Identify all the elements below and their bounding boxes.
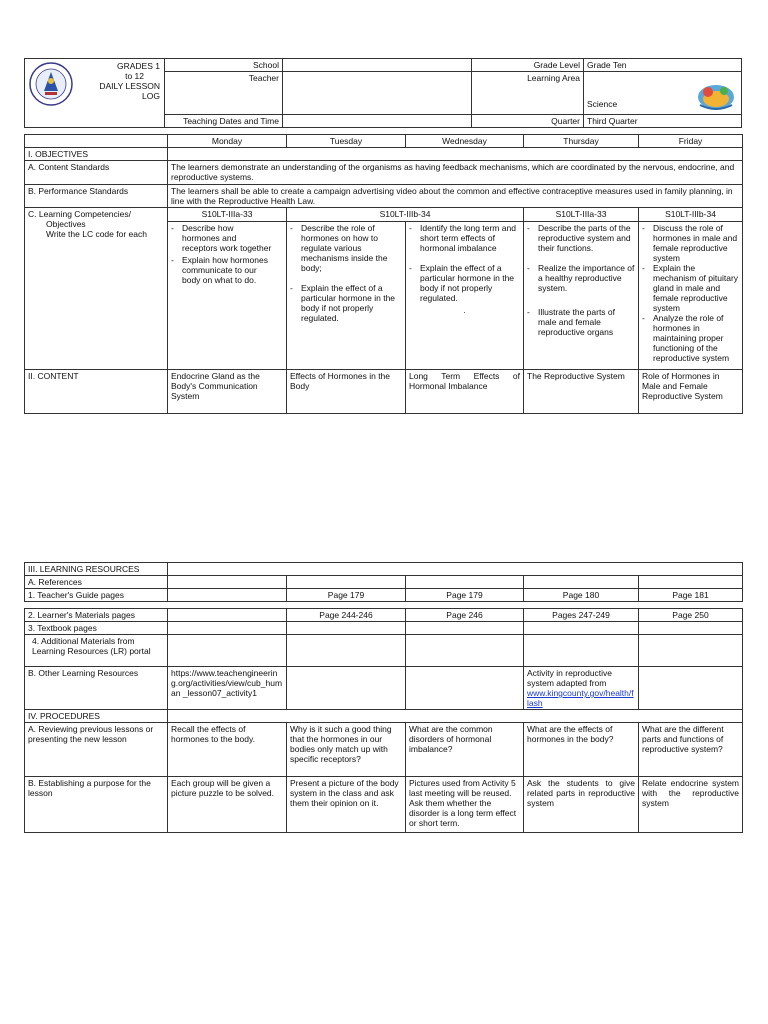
procedures-heading: IV. PROCEDURES xyxy=(25,710,168,723)
content-friday: Role of Hormones in Male and Female Reproductive System xyxy=(639,370,743,414)
list-item: - Explain how hormones communicate to our body on what to do. xyxy=(171,255,273,285)
procedure-b-monday: Each group will be given a picture puzzle to be solved. xyxy=(168,777,287,833)
deped-seal xyxy=(25,59,85,109)
procedure-a-label: A. Reviewing previous lessons or presenting the new lesson xyxy=(25,723,168,777)
lc-code-monday: S10LT-IIIa-33 xyxy=(168,208,287,222)
list-item: - Explain the effect of a particular hormone in the body if not properly regulated. xyxy=(409,263,520,303)
list-item: - Describe how hormones and receptors work together xyxy=(171,223,273,253)
learning-area-label: Learning Area xyxy=(472,72,584,115)
procedure-b-wednesday: Pictures used from Activity 5 last meeting will be reused. Ask them whether the disorder is a long term effect or short term. xyxy=(406,777,524,833)
tg-pages-thursday: Page 180 xyxy=(524,589,639,602)
grade-level-value[interactable]: Grade Ten xyxy=(584,59,742,72)
references-label: A. References xyxy=(25,576,168,589)
objectives-tuesday xyxy=(287,222,406,370)
kingcounty-link[interactable]: www.kingcounty.gov/health/flash xyxy=(527,688,634,709)
other-resources-label: B. Other Learning Resources xyxy=(25,667,168,710)
lc-code-thursday: S10LT-IIIa-33 xyxy=(524,208,639,222)
grade-level-label: Grade Level xyxy=(472,59,584,72)
objectives-wednesday xyxy=(406,222,524,370)
resources-procedures-table xyxy=(24,608,743,833)
deped-seal-icon xyxy=(25,61,77,107)
tg-pages-friday: Page 181 xyxy=(639,589,743,602)
procedure-a-wednesday: What are the common disorders of hormonal imbalance? xyxy=(406,723,524,777)
school-label: School xyxy=(165,59,283,72)
teacher-value[interactable] xyxy=(283,72,472,115)
tg-pages-monday xyxy=(168,589,287,602)
procedure-b-tuesday: Present a picture of the body system in the class and ask them their opinion on it. xyxy=(287,777,406,833)
procedure-b-friday: Relate endocrine system with the reproductive system xyxy=(639,777,743,833)
other-resources-thursday: Activity in reproductive system adapted from www.kingcounty.gov/health/flash xyxy=(524,667,639,710)
header-table xyxy=(24,58,742,128)
list-item: - Illustrate the parts of male and female reproductive organs xyxy=(527,307,635,337)
performance-standards-label: B. Performance Standards xyxy=(25,185,168,208)
school-value[interactable] xyxy=(283,59,472,72)
lc-code-friday: S10LT-IIIb-34 xyxy=(639,208,743,222)
day-tuesday: Tuesday xyxy=(287,135,406,148)
list-item: - Explain the effect of a particular hormone in the body if not properly regulated. xyxy=(290,283,402,323)
list-item: - Describe the parts of the reproductive system and their functions. xyxy=(527,223,635,253)
learning-area-value[interactable]: Science xyxy=(587,99,618,110)
dates-label: Teaching Dates and Time xyxy=(165,115,283,128)
content-label: II. CONTENT xyxy=(25,370,168,414)
quarter-value[interactable]: Third Quarter xyxy=(584,115,742,128)
day-friday: Friday xyxy=(639,135,743,148)
performance-standards-text: The learners shall be able to create a campaign advertising video about the common and effective contraceptive measures used in family planning, in line with the Reproductive Health Law. xyxy=(168,185,743,208)
resources-heading: III. LEARNING RESOURCES xyxy=(25,563,168,576)
tg-pages-wednesday: Page 179 xyxy=(406,589,524,602)
procedure-a-tuesday: Why is it such a good thing that the hormones in our bodies only match up with specific receptors? xyxy=(287,723,406,777)
lm-pages-friday: Page 250 xyxy=(639,609,743,622)
content-tuesday: Effects of Hormones in the Body xyxy=(287,370,406,414)
list-item: - Realize the importance of a healthy reproductive system. xyxy=(527,263,635,293)
content-standards-text: The learners demonstrate an understanding of the organisms as having feedback mechanisms, which are coordinated by the nervous, endocrine, and reproductive systems. xyxy=(168,161,743,185)
day-monday: Monday xyxy=(168,135,287,148)
teacher-label: Teacher xyxy=(165,72,283,115)
lm-pages-wednesday: Page 246 xyxy=(406,609,524,622)
quarter-label: Quarter xyxy=(472,115,584,128)
grades-line-2: to 12 xyxy=(125,71,144,82)
grades-line-3: DAILY LESSON xyxy=(99,81,160,92)
content-monday: Endocrine Gland as the Body's Communication System xyxy=(168,370,287,414)
procedure-b-label: B. Establishing a purpose for the lesson xyxy=(25,777,168,833)
day-wednesday: Wednesday xyxy=(406,135,524,148)
tg-pages-label: 1. Teacher's Guide pages xyxy=(25,589,168,602)
lm-pages-monday xyxy=(168,609,287,622)
list-item: - Identify the long term and short term effects of hormonal imbalance xyxy=(409,223,520,253)
objectives-thursday xyxy=(524,222,639,370)
resources-table-top xyxy=(24,562,743,602)
list-item: - Analyze the role of hormones in maintaining proper functioning of the reproductive system xyxy=(642,313,739,363)
lm-pages-tuesday: Page 244-246 xyxy=(287,609,406,622)
science-logo-icon xyxy=(694,77,738,113)
list-item: - Explain the mechanism of pituitary gland in male and female reproductive system xyxy=(642,263,739,313)
procedure-a-friday: What are the different parts and functions of reproductive system? xyxy=(639,723,743,777)
competencies-label: C. Learning Competencies/ Objectives Write the LC code for each xyxy=(25,208,168,370)
grades-line-4: LOG xyxy=(142,91,160,102)
procedure-a-monday: Recall the effects of hormones to the body. xyxy=(168,723,287,777)
wed-dot: . xyxy=(463,305,466,316)
day-thursday: Thursday xyxy=(524,135,639,148)
list-item: - Discuss the role of hormones in male and female reproductive system xyxy=(642,223,739,263)
content-wednesday: Long Term Effects of Hormonal Imbalance xyxy=(406,370,524,414)
objectives-friday xyxy=(639,222,743,370)
additional-materials-label: 4. Additional Materials from Learning Resources (LR) portal xyxy=(25,635,168,667)
grades-line-1: GRADES 1 xyxy=(117,61,160,71)
objectives-table xyxy=(24,134,743,414)
days-header-row xyxy=(25,135,743,148)
other-resources-monday: https://www.teachengineering.org/activities/view/cub_human _lesson07_activity1 xyxy=(168,667,287,710)
textbook-pages-label: 3. Textbook pages xyxy=(25,622,168,635)
dates-value[interactable] xyxy=(283,115,472,128)
lm-pages-label: 2. Learner's Materials pages xyxy=(25,609,168,622)
objectives-monday xyxy=(168,222,287,370)
lm-pages-thursday: Pages 247-249 xyxy=(524,609,639,622)
procedure-b-thursday: Ask the students to give related parts in reproductive system xyxy=(524,777,639,833)
procedure-a-thursday: What are the effects of hormones in the body? xyxy=(524,723,639,777)
objectives-heading: I. OBJECTIVES xyxy=(25,148,168,161)
lc-code-tue-wed: S10LT-IIIb-34 xyxy=(287,208,524,222)
list-item: - Describe the role of hormones on how to regulate various mechanisms inside the body; xyxy=(290,223,402,273)
tg-pages-tuesday: Page 179 xyxy=(287,589,406,602)
content-thursday: The Reproductive System xyxy=(524,370,639,414)
content-standards-label: A. Content Standards xyxy=(25,161,168,185)
